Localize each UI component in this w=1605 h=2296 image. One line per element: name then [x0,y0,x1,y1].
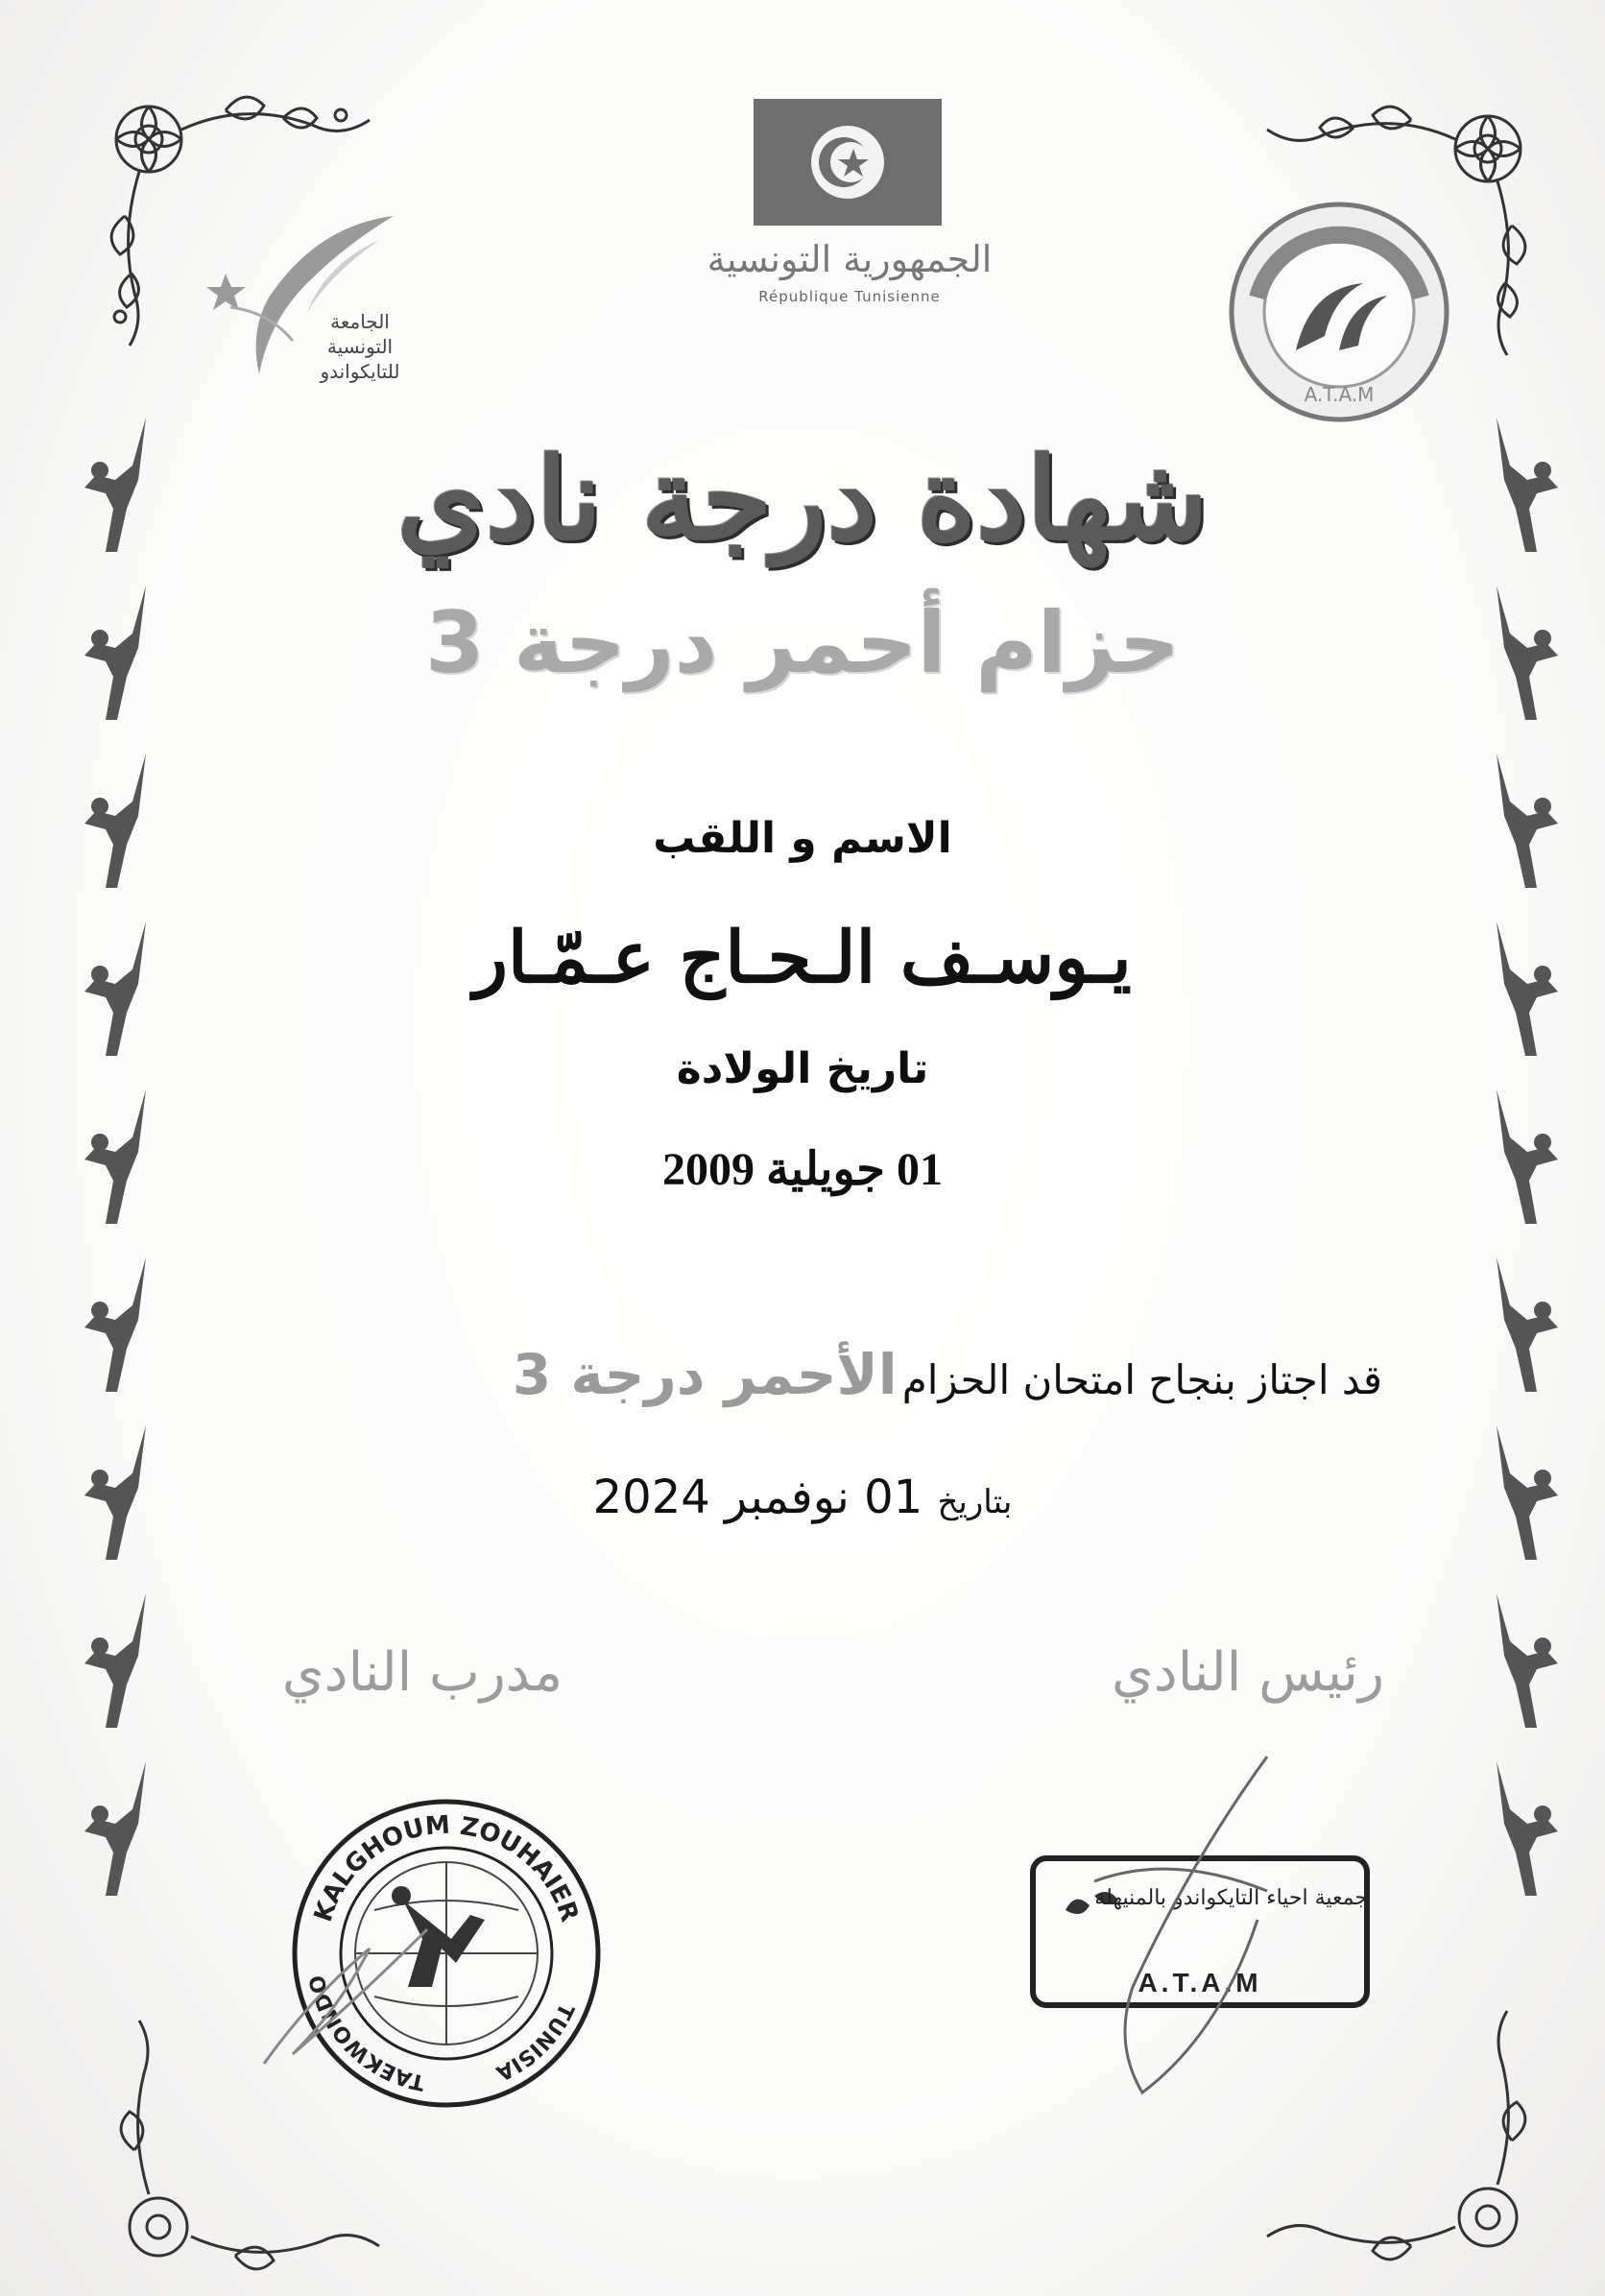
exam-passed-prefix: قد اجتاز بنجاح امتحان الحزام [901,1356,1382,1403]
republic-arabic-label: الجمهورية التونسية [707,238,993,280]
coach-signature-label: مدرب النادي [281,1641,563,1704]
birth-date-label: تاريخ الولادة [676,1044,929,1093]
president-signature-label: رئيس النادي [1111,1641,1385,1704]
atam-logo-text: A.T.A.M [1304,383,1375,406]
rect-stamp-line-1: جمعية احياء التايكواندو بالمنيهلة [1094,1886,1368,1910]
kicking-fighter-icon [1483,1253,1566,1397]
certificate-subtitle: حزام أحمر درجة 3 [425,593,1180,692]
kicking-fighter-icon [77,1589,159,1733]
kicking-fighter-icon [77,1757,159,1901]
exam-passed-statement [422,1342,1382,1407]
name-value: يـوسـف الـحـاج عـمّـار [473,917,1132,999]
president-signature-scribble [1075,1747,1286,2112]
tunisia-flag-icon [754,99,942,226]
birth-date-value: 01 جويلية 2009 [662,1144,943,1195]
kicking-fighter-icon [77,1253,159,1397]
kicking-fighter-icon [1483,1757,1566,1901]
round-stamp-top-text: KALGHOUM ZOUHAIER [308,1810,585,1926]
coach-signature-scribble [254,1910,446,2073]
certificate-title: شهادة درجة نادي [396,432,1209,565]
name-label: الاسم و اللقب [653,814,952,863]
exam-date-line [0,1471,1605,1524]
exam-date-prefix: بتاريخ [937,1483,1013,1521]
republic-french-label: République Tunisienne [758,288,941,305]
exam-passed-grade: الأحمر درجة 3 [512,1342,898,1407]
round-stamp-right-text: TUNISIA [491,1998,579,2086]
federation-name [288,309,432,384]
kicking-fighter-icon [1483,1589,1566,1733]
federation-line-1: الجامعة [330,310,390,333]
atam-club-logo-icon [1219,192,1459,432]
federation-line-2: التونسية [326,335,394,358]
round-stamp-left-text: TAEKWONDO [305,1973,427,2094]
federation-line-3: للتايكواندو [320,360,400,383]
exam-date-value: 01 نوفمبر 2024 [592,1471,923,1524]
rect-stamp-line-2: A.T.A.M [1138,1968,1262,1997]
